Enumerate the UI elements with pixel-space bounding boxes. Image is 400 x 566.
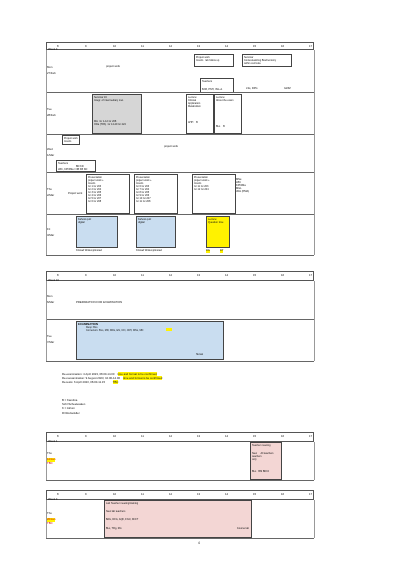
hour-12: 12 [169, 44, 173, 48]
hour-11: 11 [141, 434, 144, 438]
hour-14: 14 [225, 273, 229, 277]
row-mon: Mon 27/Feb [47, 65, 56, 76]
hour-9: 9 [85, 492, 87, 496]
mon-gzzz: GZZZ [284, 87, 291, 90]
page-number: 4 [198, 541, 200, 545]
lab-teacher-meeting: Lab Teacher meeting/training New lab teachers BdG, DFG, AQF, FN-F, MrCT BLs, TRg, RG Course lab [104, 500, 252, 538]
teacher-meeting: Teacher meeting New All teachers teachers only BLs BM BD/IJ [250, 442, 282, 480]
mon-project-work: project work [106, 65, 120, 68]
schedule-week-4-jan [46, 490, 314, 540]
hour-13: 13 [197, 273, 201, 277]
hour-10: 10 [113, 44, 117, 48]
hour-17: 17 [309, 273, 313, 277]
hour-13: 13 [197, 434, 201, 438]
wed-teachers: Teachers BD KD LBC, KPN/Ma / NB KB KD [56, 160, 96, 172]
row-wed: Wed 1/Mar [47, 147, 55, 158]
tue-lecture-exam: Lecture: About the exam BLs B [214, 94, 242, 134]
row-thu: Thu 26/Jan TBC [47, 511, 56, 525]
schedule-week-4 [46, 42, 314, 256]
tue-lecture-clinical: Lecture: Clinical Application Metabolism AHH B [186, 94, 214, 134]
hour-17: 17 [309, 434, 313, 438]
re-exam-2: Re-reexamination: 9 August 2023, 10.00-14.00 [62, 376, 120, 381]
row-thu: Thu 2/Mar [47, 187, 55, 198]
row-thu: Thu 12/Jan TBC [47, 451, 56, 465]
hour-17: 17 [309, 492, 313, 496]
hour-14: 14 [225, 434, 229, 438]
hour-header [46, 490, 314, 500]
hour-16: 16 [281, 434, 285, 438]
row-fri: Fri 3/Mar [47, 227, 55, 238]
week-label: Week 1 [48, 439, 58, 443]
hour-14: 14 [225, 44, 229, 48]
week-label: Week 4 [48, 47, 58, 51]
hour-16: 16 [281, 492, 285, 496]
hour-10: 10 [113, 434, 117, 438]
mon-pw-insulin: Project work Insulin lab follow up [194, 54, 234, 67]
exam-notes: Re-examination: 4 April 2023, 08.00-14.00 time and format is be confirmed Re-reexamination: 9 August 2023, 10.00-14.00 time and format is be confirmed Re-tests: 6 April 2023, 08.00-11.15 TBC [62, 372, 163, 385]
thu-presentation-3: Presentation project work + Insulin Gr 11 Gr 203 Gr 12 Gr 204 [192, 174, 236, 214]
hour-header [46, 432, 314, 442]
hour-15: 15 [253, 492, 257, 496]
hour-11: 11 [141, 44, 144, 48]
hour-9: 9 [85, 434, 87, 438]
hour-8: 8 [57, 434, 59, 438]
tue-seminar-16: Seminar 16 Integr. of intermediary met. MLi Gr 1-12 Gr 208 ODa (TPA) Gr 14-29 Gr 224 [92, 94, 142, 134]
hour-12: 12 [169, 273, 173, 277]
hour-15: 15 [253, 44, 257, 48]
thu-teacher-codes: MNe LBC KPN/Ma MGL JDH (PMA) [236, 178, 250, 193]
re-tests: Re-tests: 6 April 2023, 08.00-11.15 [62, 380, 106, 385]
row-mon: Mon 6/Mar [47, 294, 55, 305]
fri-code-1: DG [206, 249, 210, 252]
wed-project-work: project work [164, 145, 178, 148]
legend: B = Karolina Sch=Scheelesalen K = Atrium R=Rockefeller [62, 398, 86, 415]
mon-codes: LSs, DPG [246, 87, 258, 90]
mon-teachers: Teachers BJM, PNH, ISG+1 [200, 78, 234, 92]
hour-header [46, 42, 314, 50]
hour-16: 16 [281, 44, 285, 48]
fri-staff-2: Kristad Widemjöinstad [136, 249, 162, 252]
hour-11: 11 [141, 492, 144, 496]
wed-pw-insulin: Project work Insulin [62, 135, 80, 145]
thu-presentation-1: Presentation project work + Insulin Gr 1 Gr 203 Gr 2 Gr 204 Gr 3 Gr 205 Gr 4 Gr 206 Gr 5 Gr 207 Gr 6 Gr 208 [86, 174, 130, 214]
fri-kahoot-2: Kahoot quiz digital [136, 216, 176, 248]
hour-8: 8 [57, 273, 59, 277]
hour-8: 8 [57, 44, 59, 48]
hour-15: 15 [253, 273, 257, 277]
schedule-week-1 [46, 432, 314, 482]
thu-presentation-2: Presentation project work + Insulin Gr 6 Gr 203 Gr 7 Gr 204 Gr 8 Gr 205 Gr 9 Gr 206 Gr 10 Gr 207 Gr 11 Gr 208 [134, 174, 178, 214]
mon-preparation: PREPARATION FOR EXAMINATION [76, 300, 123, 304]
hour-16: 16 [281, 273, 285, 277]
hour-header [46, 271, 314, 281]
hour-9: 9 [85, 44, 87, 48]
hour-12: 12 [169, 492, 173, 496]
hour-8: 8 [57, 492, 59, 496]
hour-13: 13 [197, 492, 201, 496]
thu-project-work: Project work [68, 192, 83, 195]
hour-10: 10 [113, 492, 117, 496]
hour-17: 17 [309, 44, 313, 48]
fri-lecture: Lecture: Question time [206, 216, 230, 248]
hour-9: 9 [85, 273, 87, 277]
week-label: Week 4 [48, 497, 58, 501]
hour-11: 11 [141, 273, 144, 277]
hour-10: 10 [113, 273, 117, 277]
exam-highlight [166, 328, 172, 331]
re-exam-1: Re-examination: 4 April 2023, 08.00-14.00 [62, 372, 115, 376]
fri-code-2: DT [220, 249, 224, 252]
hour-14: 14 [225, 492, 229, 496]
hour-12: 12 [169, 434, 173, 438]
row-tue: Tue 28/Feb [47, 107, 56, 118]
hour-15: 15 [253, 434, 257, 438]
fri-staff-1: Kristad Widemjöinstad [76, 249, 102, 252]
mon-seminar: Seminar Contextualizing Biochemistry within curricula [242, 54, 292, 67]
hour-13: 13 [197, 44, 201, 48]
fri-kahoot-1: Kahoot quiz digital [76, 216, 118, 248]
week-label: Week 10 [48, 278, 59, 282]
schedule-week-10 [46, 271, 314, 363]
row-tue: Tue 7/Mar [47, 334, 55, 345]
tue-examination: EXAMINATION Resp: BLs Correctors: BLs, MD, MDs, EN, CFl, JDH, MNs, MN Skrsal [76, 321, 224, 360]
